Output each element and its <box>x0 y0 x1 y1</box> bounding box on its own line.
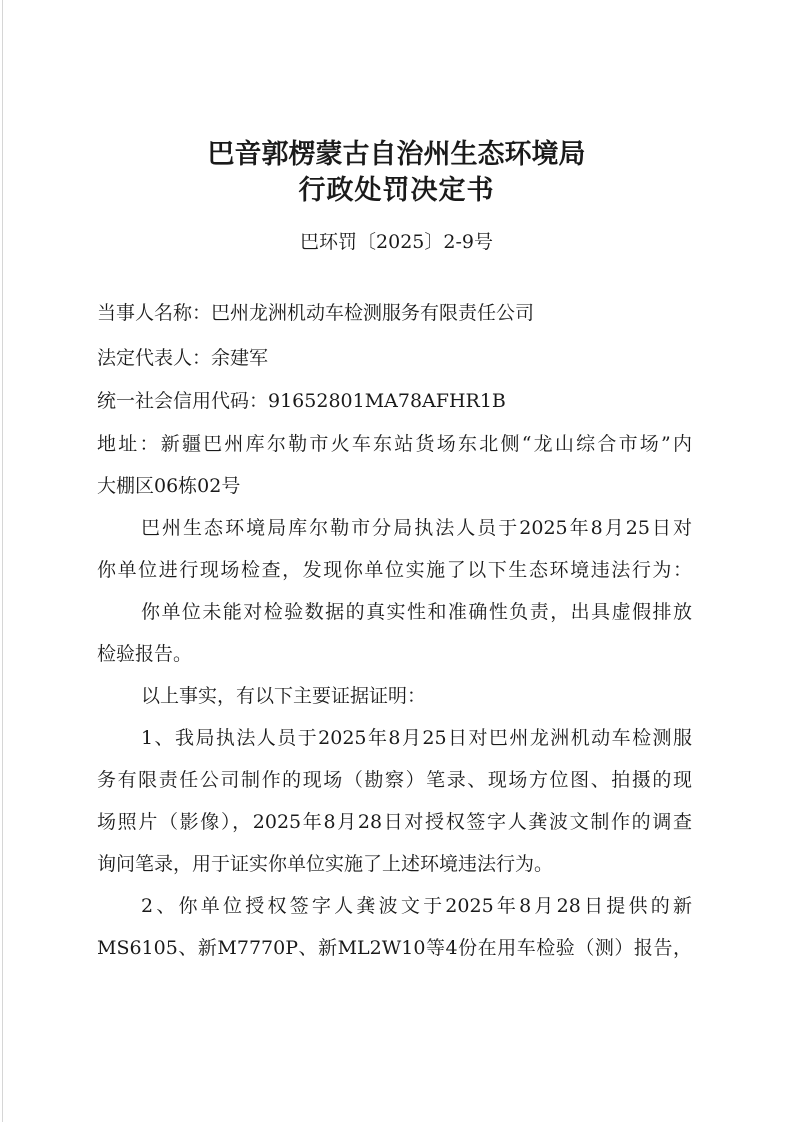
legal-representative: 法定代表人：余建军 <box>97 347 269 369</box>
paragraph-1-line-1: 巴州生态环境局库尔勒市分局执法人员于2025年8月25日对 <box>141 517 692 539</box>
document-type-title: 行政处罚决定书 <box>298 175 495 206</box>
credit-code: 统一社会信用代码：91652801MA78AFHR1B <box>97 390 506 412</box>
paragraph-2-line-2: 检验报告。 <box>97 643 193 665</box>
paragraph-2-line-1: 你单位未能对检验数据的真实性和准确性负责，出具虚假排放 <box>141 601 692 623</box>
paragraph-4-line-2: 务有限责任公司制作的现场（勘察）笔录、现场方位图、拍摄的现 <box>97 769 692 791</box>
paragraph-1-line-2: 你单位进行现场检查，发现你单位实施了以下生态环境违法行为： <box>97 559 692 581</box>
address-line-2: 大棚区06栋02号 <box>97 475 241 497</box>
paragraph-5-line-1: 2、你单位授权签字人龚波文于2025年8月28日提供的新 <box>141 895 692 917</box>
document-number: 巴环罚〔2025〕2-9号 <box>300 231 493 253</box>
party-name: 当事人名称：巴州龙洲机动车检测服务有限责任公司 <box>97 302 535 324</box>
paragraph-3-line-1: 以上事实，有以下主要证据证明： <box>141 685 427 707</box>
issuer-title: 巴音郭楞蒙古自治州生态环境局 <box>207 139 586 170</box>
paragraph-4-line-4: 询问笔录，用于证实你单位实施了上述环境违法行为。 <box>97 853 554 875</box>
address-line-1: 地址：新疆巴州库尔勒市火车东站货场东北侧“龙山综合市场”内 <box>97 433 692 455</box>
paragraph-4-line-3: 场照片（影像），2025年8月28日对授权签字人龚波文制作的调查 <box>97 811 692 833</box>
paragraph-5-line-2: MS6105、新M7770P、新ML2W10等4份在用车检验（测）报告， <box>97 937 692 959</box>
paragraph-4-line-1: 1、我局执法人员于2025年8月25日对巴州龙洲机动车检测服 <box>141 727 692 749</box>
